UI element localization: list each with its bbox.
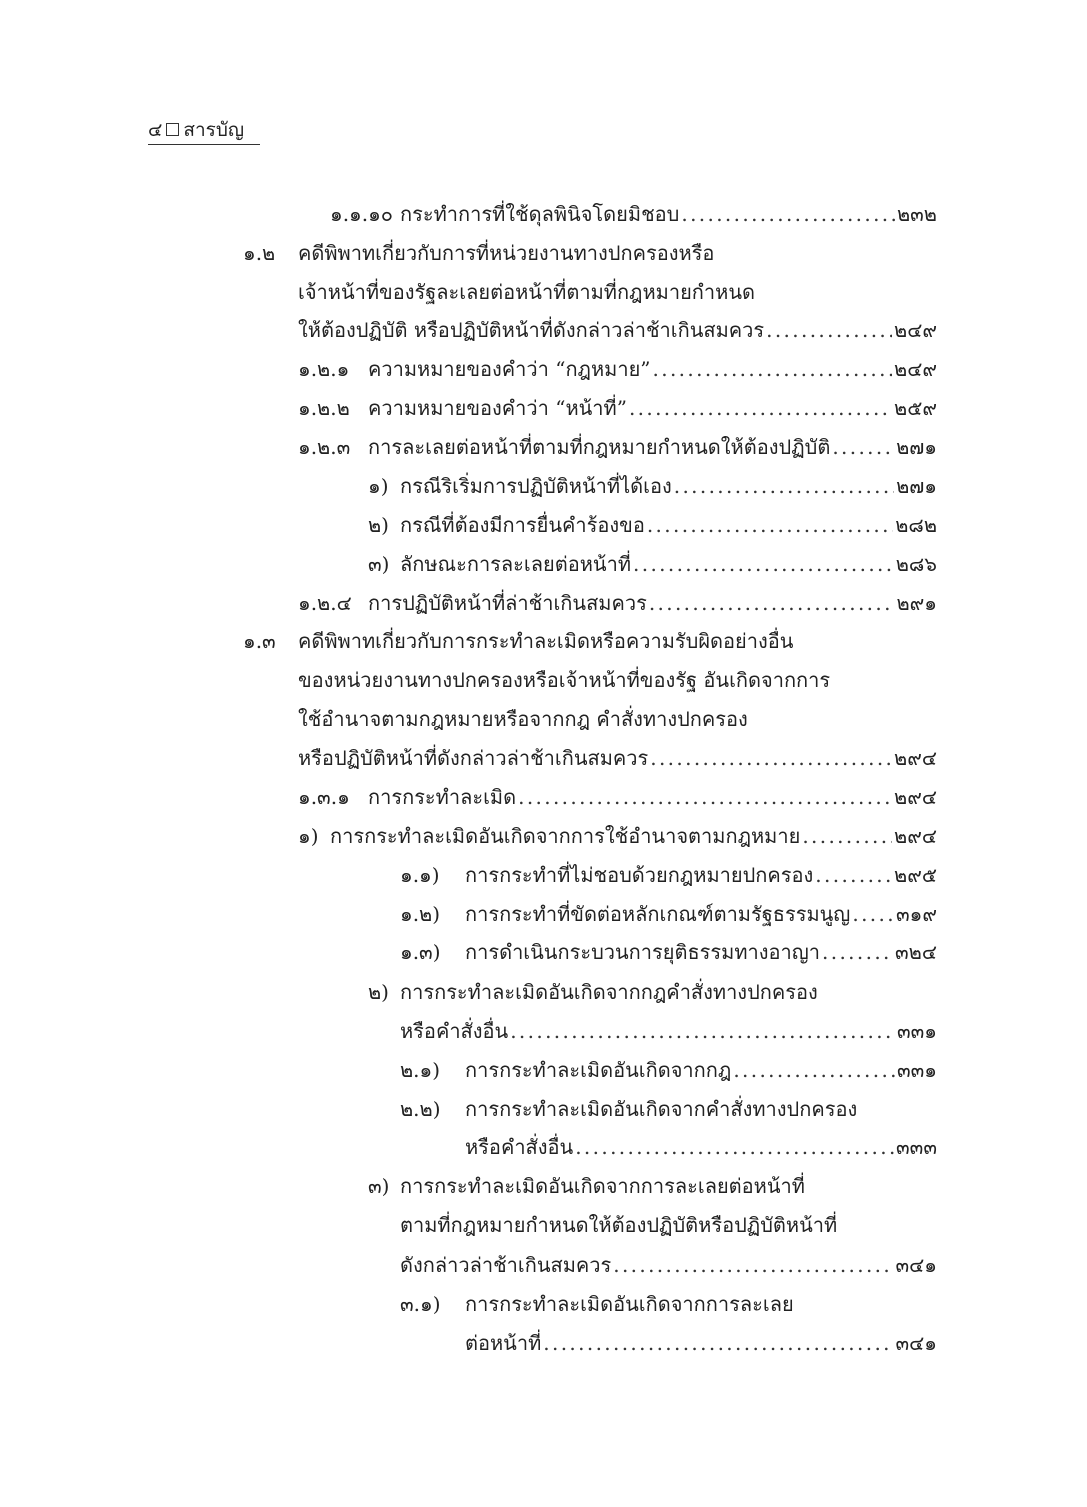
toc-entry: [298, 234, 714, 272]
toc-entry-title: ตามที่กฎหมายกำหนดให้ต้องปฏิบัติหรือปฏิบัติหน้าที่: [400, 1213, 838, 1237]
toc-entry-number: ๒): [368, 980, 389, 1004]
toc-entry-title: การกระทำละเมิดอันเกิดจากการละเลยต่อหน้าที่: [400, 1174, 805, 1198]
toc-entry-page: ๒๓๒: [896, 202, 937, 226]
toc-entry-number: ๑.๓.๑: [298, 785, 350, 809]
toc-entry-title: การกระทำละเมิดอันเกิดจากการละเลย: [465, 1292, 794, 1316]
toc-entry-title: เจ้าหน้าที่ของรัฐละเลยต่อหน้าที่ตามที่กฎหมายกำหนด: [298, 280, 755, 304]
toc-entry-number: ๓): [368, 1174, 390, 1198]
dot-leader: [575, 1128, 894, 1166]
toc-entry-page: ๒๕๙: [894, 396, 937, 420]
toc-entry[interactable]: [465, 1051, 937, 1089]
toc-entry[interactable]: [400, 195, 937, 233]
toc-entry-number: ๑.๓: [243, 629, 276, 653]
toc-entry: [465, 1090, 857, 1128]
toc-entry-title: ให้ต้องปฏิบัติ หรือปฏิบัติหน้าที่ดังกล่าวล่าช้าเกินสมควร: [298, 318, 765, 342]
toc-entry-page: ๒๗๑: [896, 474, 937, 498]
toc-entry: [465, 1285, 794, 1323]
toc-entry: [400, 973, 818, 1011]
toc-entry-page: ๒๙๔: [894, 785, 937, 809]
toc-entry-title: ความหมายของคำว่า “กฎหมาย”: [368, 357, 651, 381]
toc-entry[interactable]: [400, 506, 937, 544]
toc-entry-title: การกระทำที่ขัดต่อหลักเกณฑ์ตามรัฐธรรมนูญ: [465, 902, 851, 926]
toc-entry: [298, 622, 793, 660]
toc-entry-number: ๑.๒.๔: [298, 591, 352, 615]
toc-entry-page: ๓๓๑: [896, 1019, 937, 1043]
dot-leader: [613, 1246, 893, 1284]
toc-entry-number: ๓.๑): [400, 1292, 441, 1316]
toc-entry-title: กรณีริเริ่มการปฏิบัติหน้าที่ได้เอง: [400, 474, 672, 498]
dot-leader: [766, 311, 892, 349]
toc-entry-page: ๓๔๑: [895, 1253, 937, 1277]
toc-entry-page: ๒๙๔: [894, 746, 937, 770]
toc-entry-number: ๑.๒.๑: [298, 357, 350, 381]
dot-leader: [518, 778, 892, 816]
toc-entry-title: หรือคำสั่งอื่น: [465, 1135, 574, 1159]
toc-entry[interactable]: [400, 545, 937, 583]
header-title: สารบัญ: [183, 119, 245, 141]
toc-entry-title: การดำเนินกระบวนการยุติธรรมทางอาญา: [465, 940, 821, 964]
toc-entry-title: ใช้อำนาจตามกฎหมายหรือจากกฎ คำสั่งทางปกครอง: [298, 707, 748, 731]
toc-entry-page: ๓๓๓: [895, 1135, 937, 1159]
toc-entry-title: คดีพิพาทเกี่ยวกับการกระทำละเมิดหรือความรับผิดอย่างอื่น: [298, 629, 794, 653]
toc-entry: [298, 273, 755, 311]
dot-leader: [649, 584, 895, 622]
toc-entry: [400, 1167, 805, 1205]
toc-entry-number: ๒): [368, 513, 389, 537]
toc-entry-number: ๑.๑.๑๐: [330, 202, 394, 226]
toc-entry[interactable]: [465, 1324, 937, 1362]
toc-entry-title: หรือปฏิบัติหน้าที่ดังกล่าวล่าช้าเกินสมควร: [298, 746, 649, 770]
toc-entry[interactable]: [400, 1246, 937, 1284]
toc-entry[interactable]: [400, 1012, 937, 1050]
toc-entry[interactable]: [465, 1128, 937, 1166]
toc-entry-page: ๒๔๙: [894, 318, 937, 342]
toc-entry-page: ๓๒๔: [895, 940, 937, 964]
toc-entry-page: ๒๘๒: [895, 513, 937, 537]
toc-entry-title: การปฏิบัติหน้าที่ล่าช้าเกินสมควร: [368, 591, 647, 615]
toc-entry-title: การกระทำละเมิดอันเกิดจากกฎ: [465, 1058, 732, 1082]
toc-entry-title: การกระทำละเมิด: [368, 785, 517, 809]
toc-entry-number: ๑.๒: [243, 241, 276, 265]
toc-entry-number: ๑.๒.๓: [298, 435, 351, 459]
dot-leader: [650, 739, 892, 777]
toc-entry: [400, 1206, 837, 1244]
dot-leader: [822, 933, 893, 971]
toc-entry[interactable]: [368, 428, 937, 466]
toc-entry-page: ๓๓๑: [896, 1058, 937, 1082]
toc-entry: [298, 700, 748, 738]
toc-entry[interactable]: [465, 895, 937, 933]
dot-leader: [629, 389, 892, 427]
dot-leader: [802, 817, 892, 855]
toc-entry-number: ๒.๑): [400, 1058, 441, 1082]
toc-entry-number: ๑.๓): [400, 940, 441, 964]
dot-leader: [647, 506, 893, 544]
toc-entry-number: ๒.๒): [400, 1097, 441, 1121]
toc-entry-page: ๒๘๖: [895, 552, 937, 576]
toc-entry-title: ความหมายของคำว่า “หน้าที่”: [368, 396, 627, 420]
dot-leader: [510, 1012, 895, 1050]
toc-entry-number: ๑.๑): [400, 863, 440, 887]
toc-entry[interactable]: [368, 584, 937, 622]
dot-leader: [674, 467, 894, 505]
toc-entry-title: การกระทำที่ไม่ชอบด้วยกฎหมายปกครอง: [465, 863, 814, 887]
dot-leader: [733, 1051, 895, 1089]
toc-entry-title: หรือคำสั่งอื่น: [400, 1019, 509, 1043]
header-page-number: ๔: [148, 119, 163, 141]
toc-entry-title: กระทำการที่ใช้ดุลพินิจโดยมิชอบ: [400, 202, 680, 226]
toc-entry[interactable]: [368, 350, 937, 388]
toc-entry-page: ๒๙๕: [894, 863, 937, 887]
dot-leader: [653, 350, 893, 388]
toc-entry-number: ๑.๒): [400, 902, 441, 926]
toc-entry[interactable]: [465, 933, 937, 971]
toc-entry[interactable]: [400, 467, 937, 505]
toc-entry-number: ๑.๒.๒: [298, 396, 350, 420]
dot-leader: [543, 1324, 893, 1362]
dot-leader: [681, 195, 895, 233]
toc-entry-page: ๒๙๔: [894, 824, 937, 848]
dot-leader: [815, 856, 892, 894]
toc-entry-page: ๒๙๑: [896, 591, 937, 615]
toc-entry-number: ๑): [298, 824, 319, 848]
toc-entry-page: ๒๗๑: [896, 435, 937, 459]
toc-entry-title: ของหน่วยงานทางปกครองหรือเจ้าหน้าที่ของรัฐ อันเกิดจากการ: [298, 668, 831, 692]
toc-entry-number: ๓): [368, 552, 390, 576]
toc-entry-title: การละเลยต่อหน้าที่ตามที่กฎหมายกำหนดให้ต้องปฏิบัติ: [368, 435, 831, 459]
dot-leader: [832, 428, 894, 466]
toc-entry[interactable]: [368, 778, 937, 816]
dot-leader: [852, 895, 894, 933]
toc-entry-title: การกระทำละเมิดอันเกิดจากการใช้อำนาจตามกฎหมาย: [330, 824, 801, 848]
toc-entry[interactable]: [330, 817, 937, 855]
toc-entry-title: ลักษณะการละเลยต่อหน้าที่: [400, 552, 632, 576]
toc-entry-title: กรณีที่ต้องมีการยื่นคำร้องขอ: [400, 513, 645, 537]
toc-entry[interactable]: [298, 739, 937, 777]
toc-entry-page: ๓๑๙: [895, 902, 937, 926]
toc-entry[interactable]: [368, 389, 937, 427]
toc-entry-title: การกระทำละเมิดอันเกิดจากกฎคำสั่งทางปกครอง: [400, 980, 818, 1004]
toc-entry-page: ๒๔๙: [894, 357, 937, 381]
toc-entry-page: ๓๔๑: [895, 1331, 937, 1355]
toc-entry[interactable]: [465, 856, 937, 894]
dot-leader: [633, 545, 894, 583]
toc-entry-title: ต่อหน้าที่: [465, 1331, 542, 1355]
toc-entry: [298, 661, 830, 699]
toc-entry-number: ๑): [368, 474, 389, 498]
toc-entry[interactable]: [298, 311, 937, 349]
toc-entry-title: ดังกล่าวล่าช้าเกินสมควร: [400, 1253, 612, 1277]
toc-entry-title: คดีพิพาทเกี่ยวกับการที่หน่วยงานทางปกครองหรือ: [298, 241, 715, 265]
toc-entry-title: การกระทำละเมิดอันเกิดจากคำสั่งทางปกครอง: [465, 1097, 858, 1121]
